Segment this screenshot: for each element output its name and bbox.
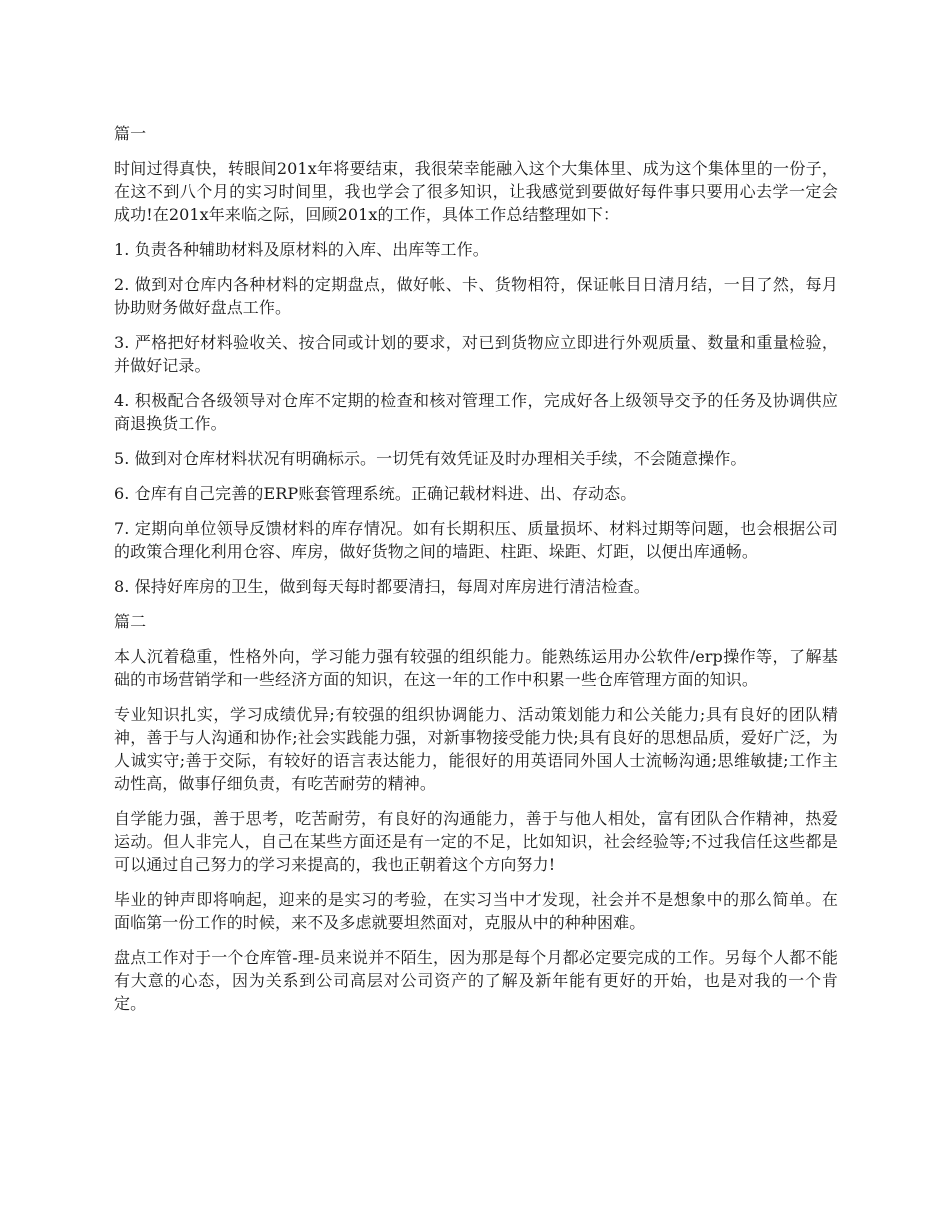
list-item: 8. 保持好库房的卫生，做到每天每时都要清扫，每周对库房进行清洁检查。	[114, 577, 650, 596]
paragraph: 专业知识扎实，学习成绩优异;有较强的组织协调能力、活动策划能力和公关能力;具有良好的团队精神，善于与人沟通和协作;社会实践能力强，对新事物接受能力快;具有良好的思想品质，爱好广泛，为人诚实守;善于交际，有较好的语言表达能力，能很好的用英语同外国人士流畅沟通;思维敏捷;工作主动性高，做事仔细负责，有吃苦耐劳的精神。	[114, 705, 838, 793]
list-item: 5. 做到对仓库材料状况有明确标示。一切凭有效凭证及时办理相关手续，不会随意操作。	[114, 449, 747, 468]
list-item: 6. 仓库有自己完善的ERP账套管理系统。正确记载材料进、出、存动态。	[114, 484, 637, 503]
list-item: 4. 积极配合各级领导对仓库不定期的检查和核对管理工作，完成好各上级领导交予的任务及协调供应商退换货工作。	[114, 391, 838, 433]
section-1-intro: 时间过得真快，转眼间201x年将要结束，我很荣幸能融入这个大集体里、成为这个集体里的一份子，在这不到八个月的实习时间里，我也学会了很多知识，让我感觉到要做好每件事只要用心去学一定会成功!在201x年来临之际，回顾201x的工作，具体工作总结整理如下：	[114, 159, 838, 224]
section-1-heading: 篇一	[114, 124, 147, 143]
paragraph: 本人沉着稳重，性格外向，学习能力强有较强的组织能力。能熟练运用办公软件/erp操作等，了解基础的市场营销学和一些经济方面的知识，在这一年的工作中积累一些仓库管理方面的知识。	[114, 647, 838, 689]
list-item: 1. 负责各种辅助材料及原材料的入库、出库等工作。	[114, 240, 489, 259]
list-item: 3. 严格把好材料验收关、按合同或计划的要求，对已到货物应立即进行外观质量、数量和重量检验，并做好记录。	[114, 333, 838, 375]
paragraph: 自学能力强，善于思考，吃苦耐劳，有良好的沟通能力，善于与他人相处，富有团队合作精神，热爱运动。但人非完人，自己在某些方面还是有一定的不足，比如知识，社会经验等;不过我信任这些都是可以通过自己努力的学习来提高的，我也正朝着这个方向努力!	[114, 809, 838, 874]
section-2-heading: 篇二	[114, 612, 147, 631]
document-page	[114, 122, 838, 1027]
list-item: 2. 做到对仓库内各种材料的定期盘点，做好帐、卡、货物相符，保证帐目日清月结，一目了然，每月协助财务做好盘点工作。	[114, 275, 838, 317]
paragraph: 毕业的钟声即将响起，迎来的是实习的考验，在实习当中才发现，社会并不是想象中的那么简单。在面临第一份工作的时候，来不及多虑就要坦然面对，克服从中的种种困难。	[114, 890, 838, 932]
paragraph: 盘点工作对于一个仓库管-理-员来说并不陌生，因为那是每个月都必定要完成的工作。另每个人都不能有大意的心态，因为关系到公司高层对公司资产的了解及新年能有更好的开始，也是对我的一个肯定。	[114, 948, 838, 1013]
list-item: 7. 定期向单位领导反馈材料的库存情况。如有长期积压、质量损坏、材料过期等问题，也会根据公司的政策合理化利用仓容、库房，做好货物之间的墙距、柱距、垛距、灯距，以便出库通畅。	[114, 519, 838, 561]
